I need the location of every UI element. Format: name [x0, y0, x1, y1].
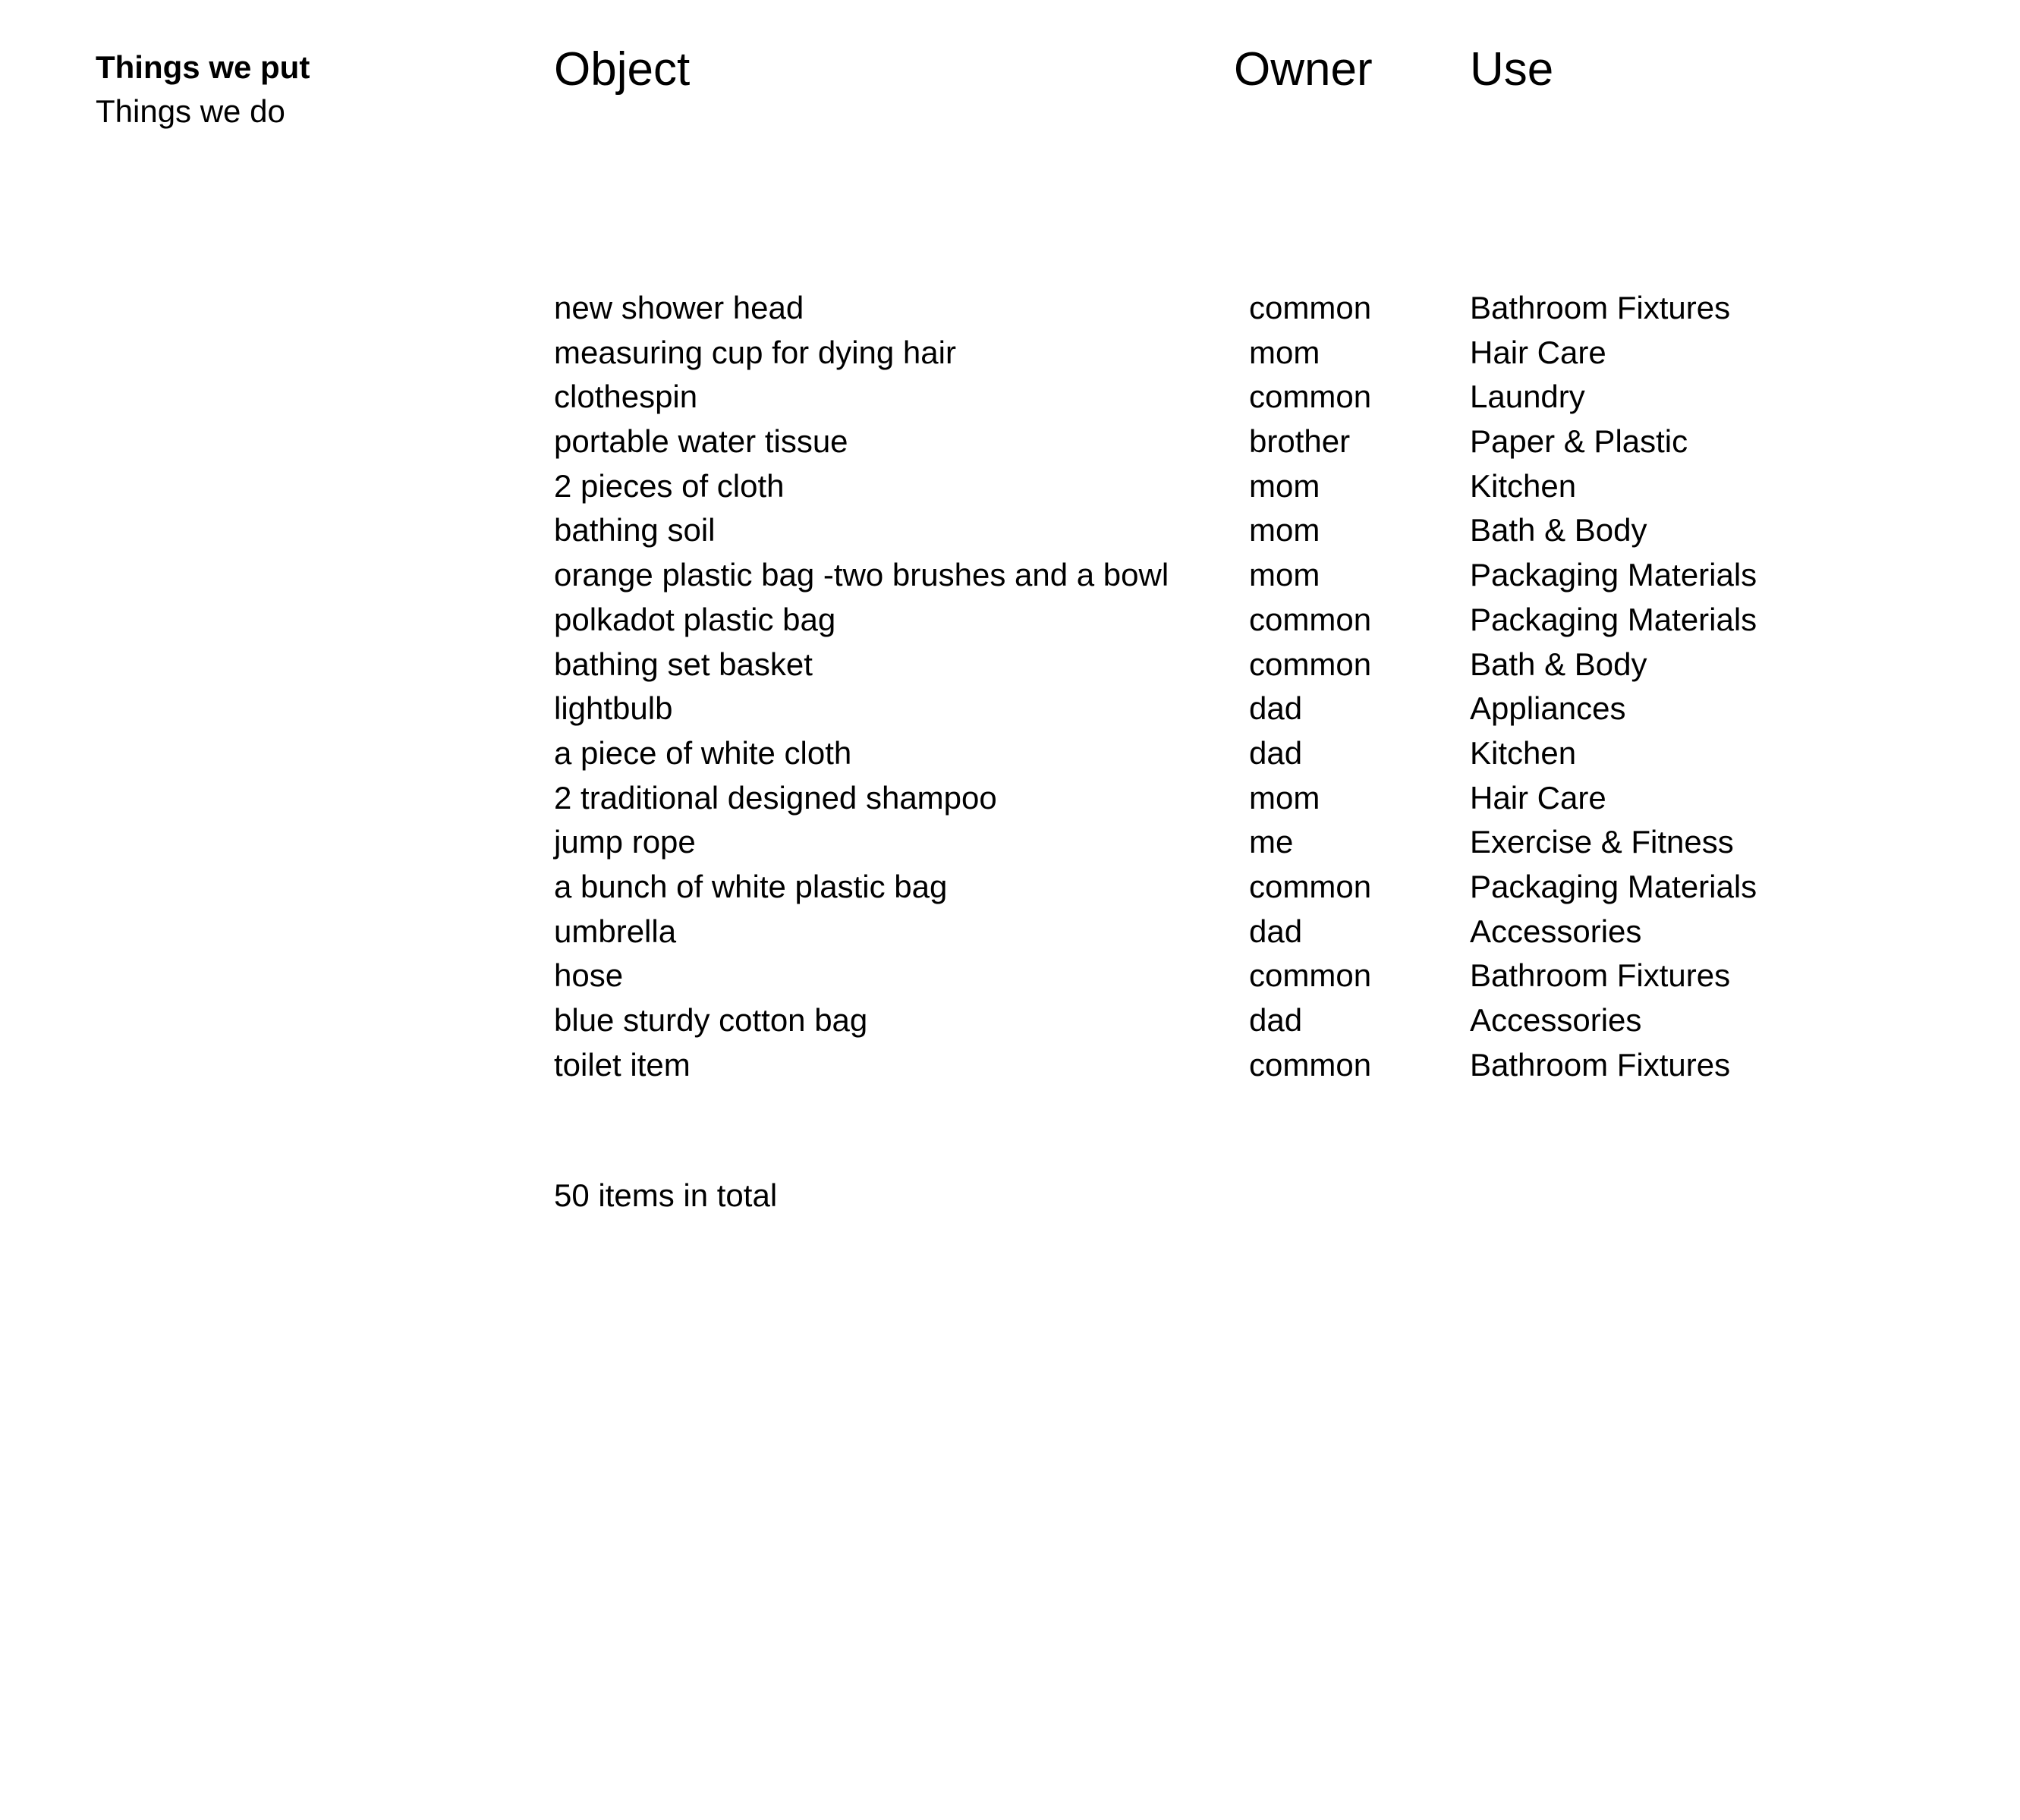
table-row	[0, 643, 2020, 687]
use-cell: Bathroom Fixtures	[1470, 957, 1731, 994]
object-cell: 2 pieces of cloth	[554, 467, 785, 504]
table-row	[0, 420, 2020, 464]
owner-cell: me	[1249, 824, 1294, 860]
owner-cell: common	[1249, 379, 1372, 415]
table-row	[0, 731, 2020, 776]
object-cell: a piece of white cloth	[554, 734, 852, 771]
owner-cell: common	[1249, 868, 1372, 904]
object-cell: lightbulb	[554, 690, 673, 727]
table-row	[0, 1043, 2020, 1088]
use-cell: Packaging Materials	[1470, 868, 1757, 904]
owner-cell: common	[1249, 646, 1372, 682]
table-row	[0, 508, 2020, 553]
owner-cell: mom	[1249, 512, 1320, 549]
table-row	[0, 910, 2020, 954]
object-cell: toilet item	[554, 1046, 691, 1083]
owner-cell: common	[1249, 290, 1372, 325]
object-cell: blue sturdy cotton bag	[554, 1002, 868, 1038]
object-cell: bathing set basket	[554, 646, 813, 682]
owner-cell: mom	[1249, 557, 1320, 593]
items-total: 50 items in total	[554, 1177, 778, 1213]
table-row	[0, 286, 2020, 331]
table-row	[0, 998, 2020, 1043]
object-cell: bathing soil	[554, 512, 716, 549]
use-cell: Bath & Body	[1470, 646, 1647, 682]
table-row	[0, 553, 2020, 598]
use-cell: Hair Care	[1470, 334, 1606, 370]
use-cell: Kitchen	[1470, 467, 1577, 504]
table-row	[0, 331, 2020, 376]
owner-cell: common	[1249, 1046, 1372, 1083]
column-header-object: Object	[554, 43, 691, 96]
object-cell: clothespin	[554, 379, 698, 415]
use-cell: Appliances	[1470, 690, 1626, 727]
owner-cell: mom	[1249, 779, 1320, 816]
owner-cell: dad	[1249, 734, 1303, 771]
use-cell: Exercise & Fitness	[1470, 824, 1734, 860]
use-cell: Packaging Materials	[1470, 601, 1757, 637]
owner-cell: dad	[1249, 1002, 1303, 1038]
use-cell: Bathroom Fixtures	[1470, 1046, 1731, 1083]
table-row	[0, 598, 2020, 643]
table-row	[0, 776, 2020, 821]
section-nav	[96, 46, 310, 134]
use-cell: Kitchen	[1470, 734, 1577, 771]
table-row	[0, 865, 2020, 910]
table-row	[0, 820, 2020, 865]
use-cell: Bathroom Fixtures	[1470, 290, 1731, 325]
owner-cell: common	[1249, 601, 1372, 637]
use-cell: Bath & Body	[1470, 512, 1647, 549]
owner-cell: brother	[1249, 423, 1351, 460]
object-cell: hose	[554, 957, 624, 994]
column-header-use: Use	[1470, 43, 1554, 96]
owner-cell: mom	[1249, 334, 1320, 370]
items-table	[0, 286, 2020, 1087]
owner-cell: dad	[1249, 690, 1303, 727]
use-cell: Hair Care	[1470, 779, 1606, 816]
object-cell: a bunch of white plastic bag	[554, 868, 948, 904]
table-row	[0, 464, 2020, 509]
owner-cell: common	[1249, 957, 1372, 994]
table-row	[0, 954, 2020, 998]
object-cell: umbrella	[554, 913, 677, 949]
object-cell: orange plastic bag -two brushes and a bowl	[554, 557, 1169, 593]
object-cell: jump rope	[554, 824, 696, 860]
use-cell: Accessories	[1470, 913, 1642, 949]
table-row	[0, 687, 2020, 731]
object-cell: 2 traditional designed shampoo	[554, 779, 997, 816]
table-row	[0, 375, 2020, 420]
nav-link-things-we-do[interactable]: Things we do	[96, 93, 285, 129]
nav-link-things-we-put[interactable]: Things we put	[96, 49, 310, 85]
use-cell: Accessories	[1470, 1002, 1642, 1038]
use-cell: Paper & Plastic	[1470, 423, 1688, 460]
use-cell: Packaging Materials	[1470, 557, 1757, 593]
object-cell: measuring cup for dying hair	[554, 334, 956, 370]
object-cell: portable water tissue	[554, 423, 848, 460]
object-cell: polkadot plastic bag	[554, 601, 836, 637]
use-cell: Laundry	[1470, 379, 1585, 415]
owner-cell: dad	[1249, 913, 1303, 949]
owner-cell: mom	[1249, 467, 1320, 504]
column-header-owner: Owner	[1234, 43, 1373, 96]
object-cell: new shower head	[554, 290, 804, 325]
